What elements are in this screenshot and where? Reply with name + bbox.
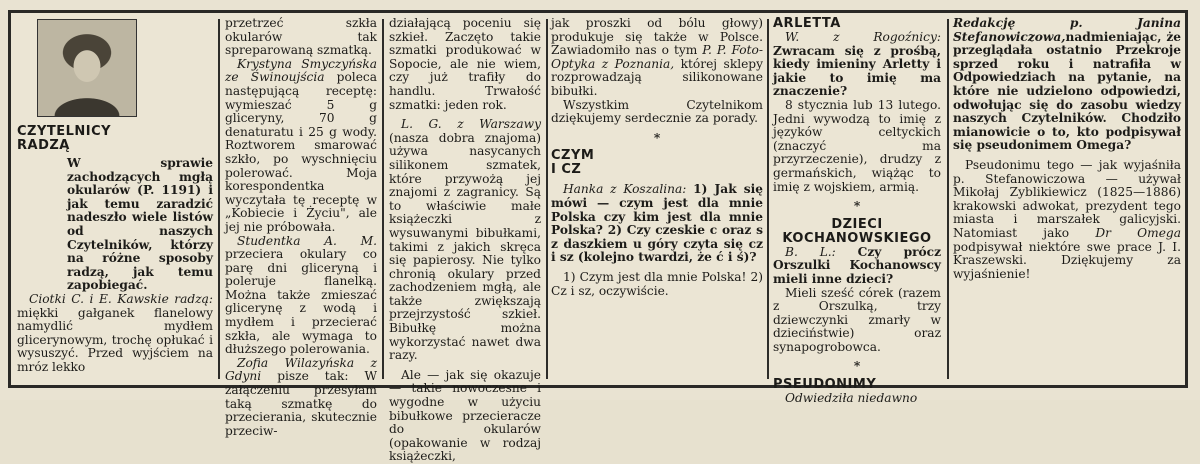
- paragraph: działającą poceniu się szkieł. Zaczęto takie szmatki produkować w Sopocie, ale nie wiem, czy już trafiły do handlu. Trwałość szmatki: jeden rok.: [389, 16, 541, 112]
- section-heading: [17, 125, 213, 153]
- author-name: Ciotki C. i E. Kawskie radzą:: [29, 291, 213, 306]
- author-name: L. G. z Warszawy: [401, 117, 541, 132]
- article-frame: [8, 10, 1188, 464]
- paragraph-text: (nasza dobra znajoma) używa nasycanych silikonem szmatek, które przywożą jej znajomi z zagranicy. Są to właściwie małe książeczki z wysuwanymi bibułkami, takimi z jakich skręca się papierosy. Nie tylko chronią okulary przed zachodzeniem mgłą, ale także zwiększają przejrzystość szkieł. Bibułkę można wykorzystać nawet dwa razy.: [389, 130, 541, 363]
- paragraph-text: pisze tak: W załączeniu przesyłam taką szmatkę do przecierania, skutecznie przeciw-: [225, 369, 377, 438]
- heading-line-1: CZYM: [551, 148, 595, 164]
- column-rule: [767, 19, 769, 379]
- author-name: Redakcję p. Janina Stefanowiczowa,: [953, 16, 1181, 44]
- pseudonym: Dr Omega: [1095, 225, 1181, 240]
- heading-line-2: KOCHANOWSKIEGO: [782, 230, 932, 246]
- paragraph-text: miękki gałganek flanelowy namydlić mydłem glicerynowym, trochę opłukać i wysuszyć. Przed wyjściem na mróz lekko: [17, 305, 213, 374]
- author-name: Studentka A. M.: [237, 233, 377, 248]
- paragraph: [225, 357, 377, 439]
- lead-paragraph: W sprawie zachodzących mgłą okularów (P. 1191) i jak temu zaradzić nadeszło wiele listów od naszych Czytelników, którzy na różne sposoby radzą, jak temu zapobiegać.: [67, 156, 213, 293]
- heading-line-1: CZYTELNICY: [17, 124, 112, 139]
- paragraph-text: nadmieniając, że przeglądała ostatnio Przekroje sprzed roku i natrafiła w Odpowiedziach na pytanie, na które nie udzielono odpowiedzi, odwołując się do zasobu wiedzy naszych Czytelników. Chodziło mianowicie o to, kto podpisywał się pseudonimem Omega?: [953, 29, 1181, 153]
- paragraph: [389, 118, 541, 363]
- paragraph: Ale — jak się okazuje — takie nowoczesne i wygodne w użyciu bibułkowe przecieracze do okularów (opakowanie w rodzaj książeczki,: [389, 367, 541, 464]
- heading-line-2: I CZ: [551, 162, 582, 178]
- paragraph: [953, 159, 1181, 281]
- question-text: 1) Jak się mówi — czym jest dla mnie Polska czy kim jest dla mnie Polska? 2) Czy czeskie c oraz s z daszkiem u góry czyta się cz i sz (kolejno twardzi, że ć i ś)?: [551, 182, 764, 265]
- paragraph: Wszystkim Czytelnikom dziękujemy serdecznie za porady.: [551, 97, 763, 126]
- company-name: P. P. Foto-Optyka z Poznania,: [551, 43, 763, 71]
- author-name: Krystyna Smyczyńska ze Świnoujścia: [225, 56, 377, 85]
- paragraph-text: podpisywał niektóre swe prace J. I. Kraszewski. Dziękujemy za wyjaśnienie!: [953, 239, 1181, 281]
- column-1: [17, 17, 213, 381]
- paragraph-text: poleca następującą receptę: wymieszać 5 g gliceryny, 70 g denaturatu i 25 g wody. Roztworem smarować szkło, po wyschnięciu polerować. Moja korespondentka wyczytała tę receptę w „Kobiecie i Życiu", ale jej nie próbowała.: [225, 70, 377, 234]
- paragraph-text: jak proszki od bólu głowy) produkuje się także w Polsce. Zawiadomiło nas o tym: [551, 16, 763, 58]
- author-name: W. z Rogoźnicy:: [785, 30, 941, 44]
- answer-paragraph: Mieli sześć córek (razem z Orszulką, trzy dziewczynki zmarły w dzieciństwie) oraz synapogrobowca.: [773, 285, 941, 354]
- question-paragraph: [551, 183, 763, 265]
- author-name: Hanka z Koszalina:: [563, 182, 687, 197]
- answer-paragraph: 1) Czym jest dla mnie Polska! 2) Cz i sz, oczywiście.: [551, 269, 763, 298]
- column-rule: [382, 19, 384, 379]
- heading-line-1: DZIECI: [831, 216, 883, 232]
- column-rule: [218, 19, 220, 379]
- paragraph-text: Pseudonimu tego — jak wyjaśniła p. Stefanowiczowa — używał Mikołaj Zyblikiewicz (1825—1886) krakowski adwokat, prezydent tego miasta i marszałek galicyjski. Natomiast jako: [953, 157, 1181, 240]
- section-heading: ARLETTA: [773, 16, 841, 31]
- section-separator: *: [653, 130, 661, 145]
- paragraph: przetrzeć szkła okularów tak spreparowaną szmatką.: [225, 16, 377, 58]
- author-name: B. L.:: [785, 244, 836, 259]
- column-5: [773, 16, 942, 406]
- column-2: [225, 16, 377, 438]
- paragraph: [225, 235, 377, 357]
- column-6: [953, 17, 1181, 381]
- section-separator: *: [853, 359, 861, 374]
- question-text: Czy prócz Orszulki Kochanowscy mieli inne dzieci?: [773, 244, 942, 286]
- paragraph: Odwiedziła niedawno: [785, 391, 918, 406]
- answer-paragraph: 8 stycznia lub 13 lutego. Jedni wywodzą to imię z języków celtyckich (znaczyć ma przyrzeczenie), drudzy z germańskich, wiążąc to imię z wojskiem, armią.: [773, 97, 941, 194]
- section-heading: PSEUDONIMY: [773, 377, 877, 393]
- column-rule: [947, 19, 949, 379]
- question-paragraph: [773, 31, 941, 99]
- heading-line-2: RADZĄ: [17, 138, 70, 153]
- section-separator: *: [853, 199, 861, 214]
- column-4: [551, 17, 763, 381]
- paragraph: [953, 17, 1181, 153]
- question-paragraph: [773, 246, 941, 287]
- paragraph: [17, 293, 213, 375]
- column-rule: [546, 19, 548, 379]
- paragraph: [551, 17, 763, 99]
- question-text: Zwracam się z prośbą, kiedy imieniny Arletty i jakie to imię ma znaczenie?: [773, 43, 941, 99]
- portrait-photo: [37, 19, 137, 117]
- author-name: Zofia Wilazyńska z Gdyni: [225, 355, 377, 384]
- column-3: [389, 16, 541, 464]
- paragraph-text: której sklepy rozprowadzają silikonowane bibułki.: [551, 56, 763, 98]
- paragraph: [225, 58, 377, 235]
- paragraph-text: przeciera okulary co parę dni gliceryną i poleruje flanelką. Można także zmieszać glicerynę z wodą i mydłem i przecierać szkła, ale wymaga to dłuższego polerowania.: [225, 247, 377, 357]
